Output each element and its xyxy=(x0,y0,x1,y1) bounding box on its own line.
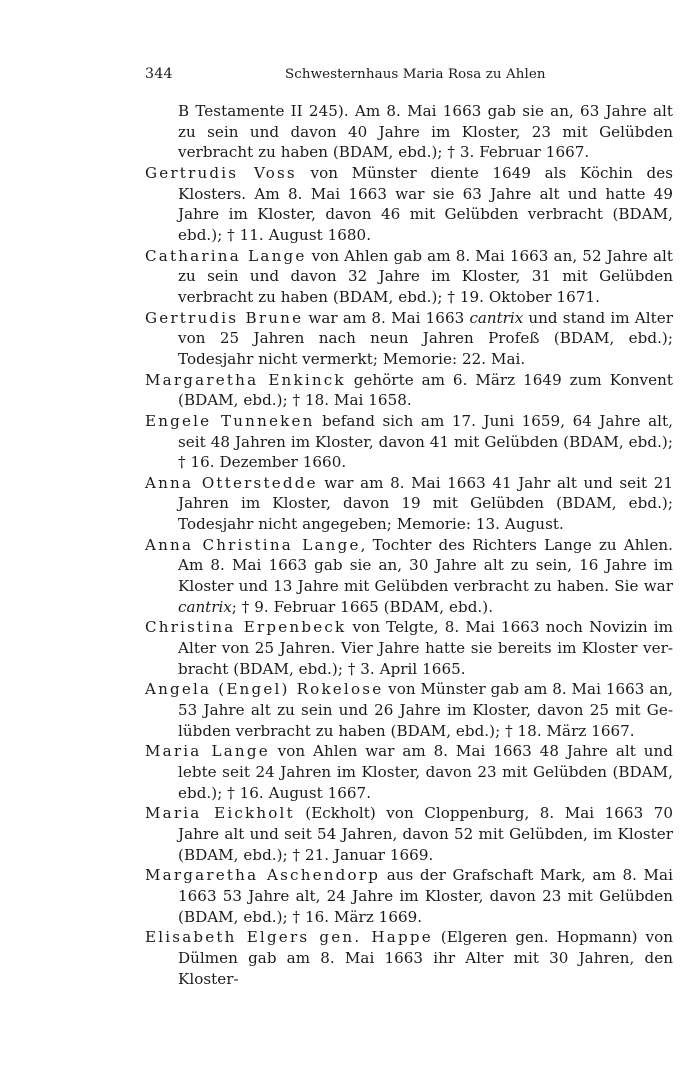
entry-engele-tunneken xyxy=(145,411,673,473)
entry-gertrudis-voss xyxy=(145,163,673,246)
entry-maria-lange xyxy=(145,741,673,803)
entry-text: war am 8. Mai 1663 xyxy=(303,308,470,327)
entry-text: befand sich am 17. Juni 1659, 64 Jahre alt, seit 48 Jahren im Kloster, davon 41 mit Gelübden (BDAM, ebd.); † 16. Dezember 1660. xyxy=(178,411,674,472)
book-page xyxy=(145,66,673,989)
entry-margaretha-enkinck xyxy=(145,370,673,411)
entry-text: (Elgeren gen. Hopmann) von Dülmen gab am 8. Mai 1663 ihr Alter mit 30 Jahren, den Kloster- xyxy=(178,928,673,988)
entry-text: war am 8. Mai 1663 41 Jahr alt und seit 21 Jahren im Kloster, davon 19 mit Gelübden (BDAM, ebd.); Todesjahr nicht angegeben; Memorie: 13. August. xyxy=(178,473,673,534)
entry-name: Catharina Lange xyxy=(145,246,307,265)
entry-name: Gertrudis Voss xyxy=(145,163,297,182)
page-header xyxy=(145,66,673,88)
entry-text: B Testamente II 245). Am 8. Mai 1663 gab sie an, 63 Jahre alt zu sein und davon 40 Jahre im Kloster, 23 mit Gelübden verbracht zu haben (BDAM, ebd.); † 3. Februar 1667. xyxy=(178,102,673,162)
entry-name: Christina Erpenbeck xyxy=(145,618,347,637)
entry-text: von Ahlen war am 8. Mai 1663 48 Jahre alt und lebte seit 24 Jahren im Kloster, davon 23 mit Gelübden (BDAM, ebd.); † 16. August 1667. xyxy=(178,742,673,802)
entry-text: von Telgte, 8. Mai 1663 noch Novizin im Alter von 25 Jahren. Vier Jahre hatte sie bereits im Kloster verbracht (BDAM, ebd.); † 3. April 1665. xyxy=(178,618,673,678)
entry-name: Maria Eickholt xyxy=(145,804,295,823)
entry-name: Margaretha Enkinck xyxy=(145,370,346,389)
entry-catharina-lange xyxy=(145,246,673,308)
entry-text: gehörte am 6. März 1649 zum Konvent (BDAM, ebd.); † 18. Mai 1658. xyxy=(178,370,673,410)
entry-gertrudis-brune xyxy=(145,308,673,370)
entry-italic-term: cantrix xyxy=(469,308,524,327)
entry-text: , Tochter des Richters Lange zu Ahlen. Am 8. Mai 1663 gab sie an, 30 Jahre alt zu sein, 16 Jahre im Kloster und 13 Jahre mit Gelübden verbracht zu haben. Sie war xyxy=(178,535,673,596)
entry-maria-eickholt xyxy=(145,803,673,865)
entry-angela-rokelose xyxy=(145,679,673,741)
entry-text: von Ahlen gab am 8. Mai 1663 an, 52 Jahre alt zu sein und davon 32 Jahre im Kloster, 31 mit Gelübden verbracht zu haben (BDAM, ebd.); † 19. Oktober 1671. xyxy=(178,246,673,306)
entry-name: Anna Otterstedde xyxy=(145,473,318,492)
entry-text: aus der Grafschaft Mark, am 8. Mai 1663 53 Jahre alt, 24 Jahre im Kloster, davon 23 mit Gelübden (BDAM, ebd.); † 16. März 1669. xyxy=(178,866,673,926)
entry-text: von Münster diente 1649 als Köchin des Klosters. Am 8. Mai 1663 war sie 63 Jahre alt und hatte 49 Jahre im Kloster, davon 46 mit Gelübden verbracht (BDAM, ebd.); † 11. August 1680. xyxy=(178,163,673,244)
entry-anna-christina-lange xyxy=(145,535,673,618)
entry-name: Anna Christina Lange xyxy=(145,535,361,554)
entry-anna-otterstedde xyxy=(145,473,673,535)
running-head: Schwesternhaus Maria Rosa zu Ahlen xyxy=(285,67,546,82)
entry-name: Elisabeth Elgers gen. Happe xyxy=(145,928,433,947)
entry-text: und stand im Alter von 25 Jahren nach neun Jahren Profeß (BDAM, ebd.); Todesjahr nicht vermerkt; Memorie: 22. Mai. xyxy=(178,308,673,368)
entry-italic-term: cantrix xyxy=(178,597,232,616)
entry-name: Engele Tunneken xyxy=(145,411,315,430)
entry-name: Maria Lange xyxy=(145,742,270,761)
entry-christina-erpenbeck xyxy=(145,617,673,679)
page-number: 344 xyxy=(145,66,173,82)
entry-text: (Eckholt) von Cloppenburg, 8. Mai 1663 70 Jahre alt und seit 54 Jahren, davon 52 mit Gelübden, im Kloster (BDAM, ebd.); † 21. Januar 1669. xyxy=(178,804,673,864)
entry-name: Angela (Engel) Rokelose xyxy=(145,680,384,699)
entry-name: Gertrudis Brune xyxy=(145,308,304,327)
entry-name: Margaretha Aschendorp xyxy=(145,866,381,885)
entry-list xyxy=(145,101,673,989)
entry-continuation xyxy=(145,101,673,163)
entry-elisabeth-elgers xyxy=(145,927,673,989)
entry-margaretha-aschendorp xyxy=(145,865,673,927)
entry-text: von Münster gab am 8. Mai 1663 an, 53 Jahre alt zu sein und 26 Jahre im Kloster, davon 25 mit Gelübden verbracht zu haben (BDAM, ebd.); † 18. März 1667. xyxy=(178,680,673,740)
entry-text: ; † 9. Februar 1665 (BDAM, ebd.). xyxy=(231,597,494,616)
